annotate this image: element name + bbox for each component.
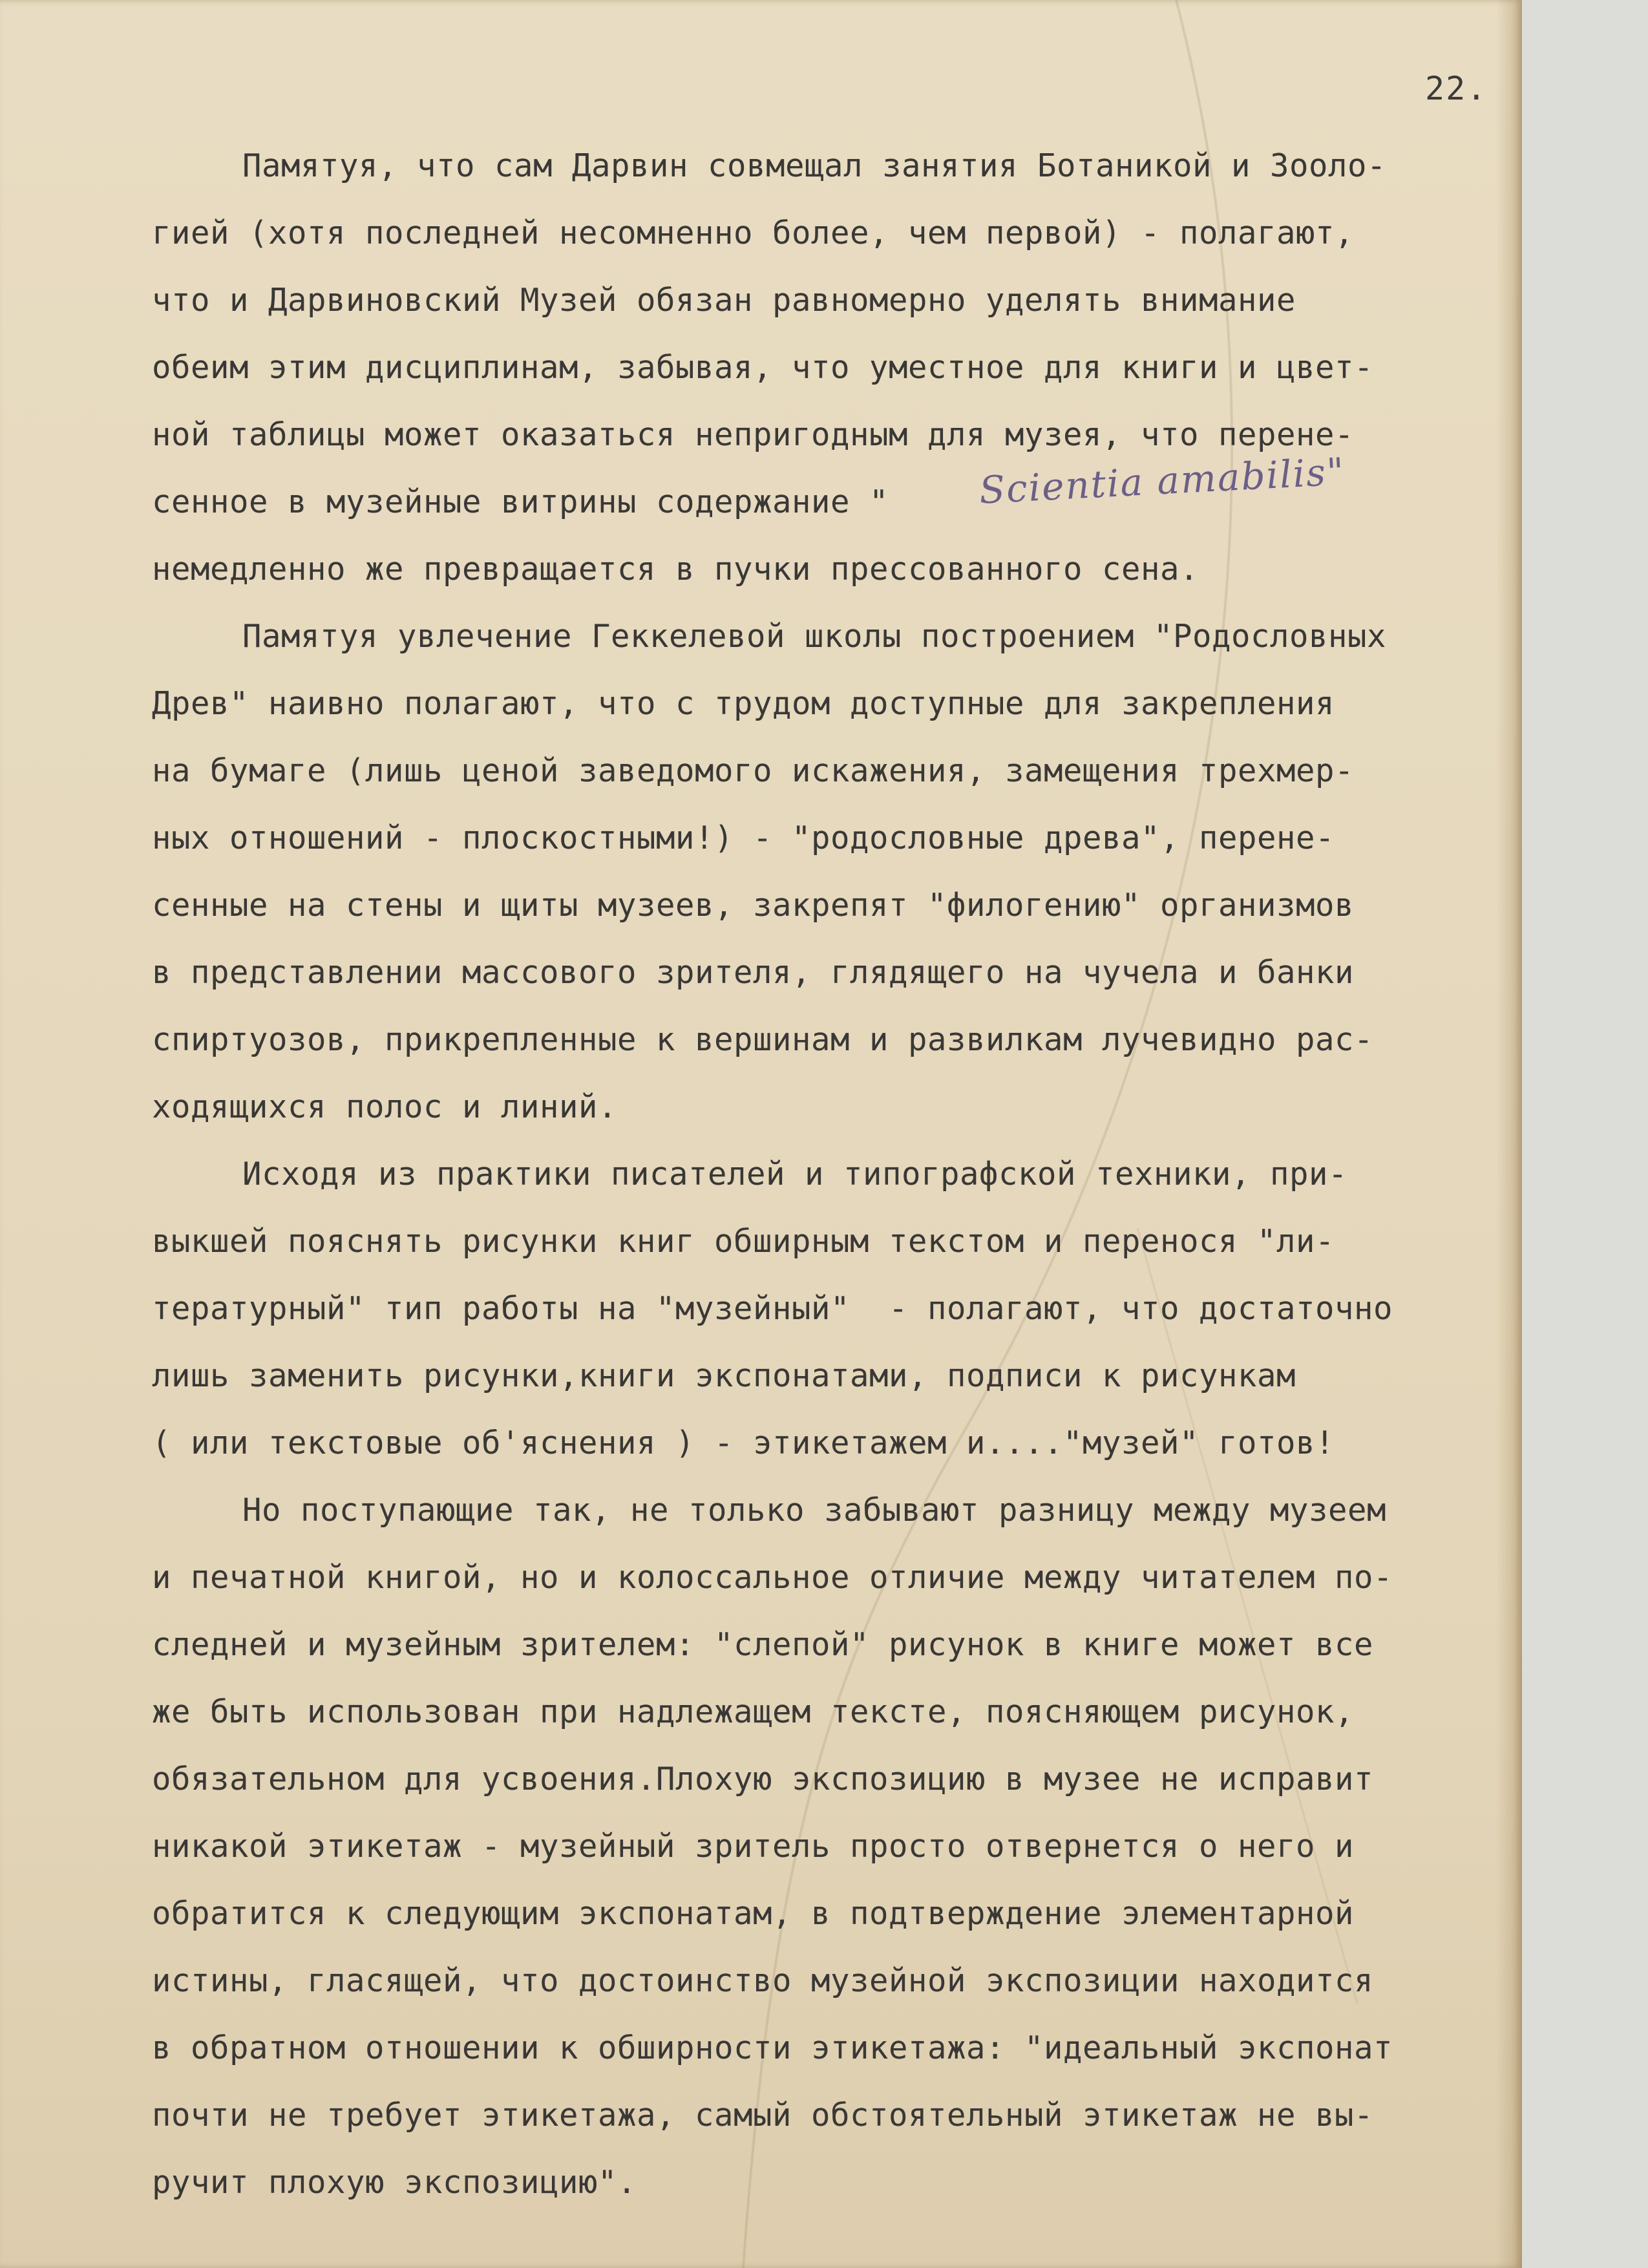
text-line: Древ" наивно полагают, что с трудом доступные для закрепления <box>152 685 1335 722</box>
text-line: обратится к следующим экспонатам, в подтверждение элементарной <box>152 1895 1355 1932</box>
text-line: же быть использован при надлежащем тексте, поясняющем рисунок, <box>152 1693 1355 1730</box>
text-line: сенные на стены и щиты музеев, закрепят "филогению" организмов <box>152 887 1355 924</box>
text-line: ной таблицы может оказаться непригодным для музея, что перене- <box>152 416 1355 453</box>
text-line: Но поступающие так, не только забывают разницу между музеем <box>242 1492 1387 1529</box>
text-line: спиртуозов, прикрепленные к вершинам и развилкам лучевидно рас- <box>152 1021 1374 1058</box>
text-line: никакой этикетаж - музейный зритель просто отвернется о него и <box>152 1828 1355 1865</box>
text-line: Памятуя, что сам Дарвин совмещал занятия Ботаникой и Зооло- <box>242 147 1387 184</box>
text-line: Исходя из практики писателей и типографской техники, при- <box>242 1156 1348 1192</box>
text-line: и печатной книгой, но и колоссальное отличие между читателем по- <box>152 1559 1393 1596</box>
handwritten-annotation: Scientia amabilis" <box>978 449 1347 513</box>
page-number: 22. <box>1425 70 1488 107</box>
text-line: в представлении массового зрителя, глядящего на чучела и банки <box>152 954 1355 991</box>
text-line: выкшей пояснять рисунки книг обширным текстом и перенося "ли- <box>152 1223 1335 1260</box>
text-line: обеим этим дисциплинам, забывая, что уместное для книги и цвет- <box>152 349 1374 386</box>
text-line: ( или текстовые об'яснения ) - этикетажем и...."музей" готов! <box>152 1425 1335 1461</box>
text-line: следней и музейным зрителем: "слепой" рисунок в книге может все <box>152 1626 1374 1663</box>
text-line: немедленно же превращается в пучки прессованного сена. <box>152 551 1199 588</box>
text-line: в обратном отношении к обширности этикетажа: "идеальный экспонат <box>152 2030 1393 2066</box>
text-line: что и Дарвиновский Музей обязан равномерно уделять внимание <box>152 282 1296 319</box>
text-line: обязательном для усвоения.Плохую экспозицию в музее не исправит <box>152 1761 1374 1797</box>
text-line: истины, гласящей, что достоинство музейной экспозиции находится <box>152 1962 1374 1999</box>
text-line: на бумаге (лишь ценой заведомого искажения, замещения трехмер- <box>152 752 1355 789</box>
text-line: Памятуя увлечение Геккелевой школы построением "Родословных <box>242 618 1387 655</box>
text-line: гией (хотя последней несомненно более, чем первой) - полагают, <box>152 215 1355 251</box>
text-line: тературный" тип работы на "музейный" - полагают, что достаточно <box>152 1290 1393 1327</box>
text-line: сенное в музейные витрины содержание " <box>152 483 889 520</box>
text-line: ных отношений - плоскостными!) - "родословные древа", перене- <box>152 820 1335 856</box>
text-line: лишь заменить рисунки,книги экспонатами, подписи к рисункам <box>152 1357 1296 1394</box>
text-line: ходящихся полос и линий. <box>152 1088 618 1125</box>
body-text <box>152 132 1541 2216</box>
text-line: почти не требует этикетажа, самый обстоятельный этикетаж не вы- <box>152 2097 1374 2134</box>
text-line: ручит плохую экспозицию". <box>152 2164 637 2201</box>
